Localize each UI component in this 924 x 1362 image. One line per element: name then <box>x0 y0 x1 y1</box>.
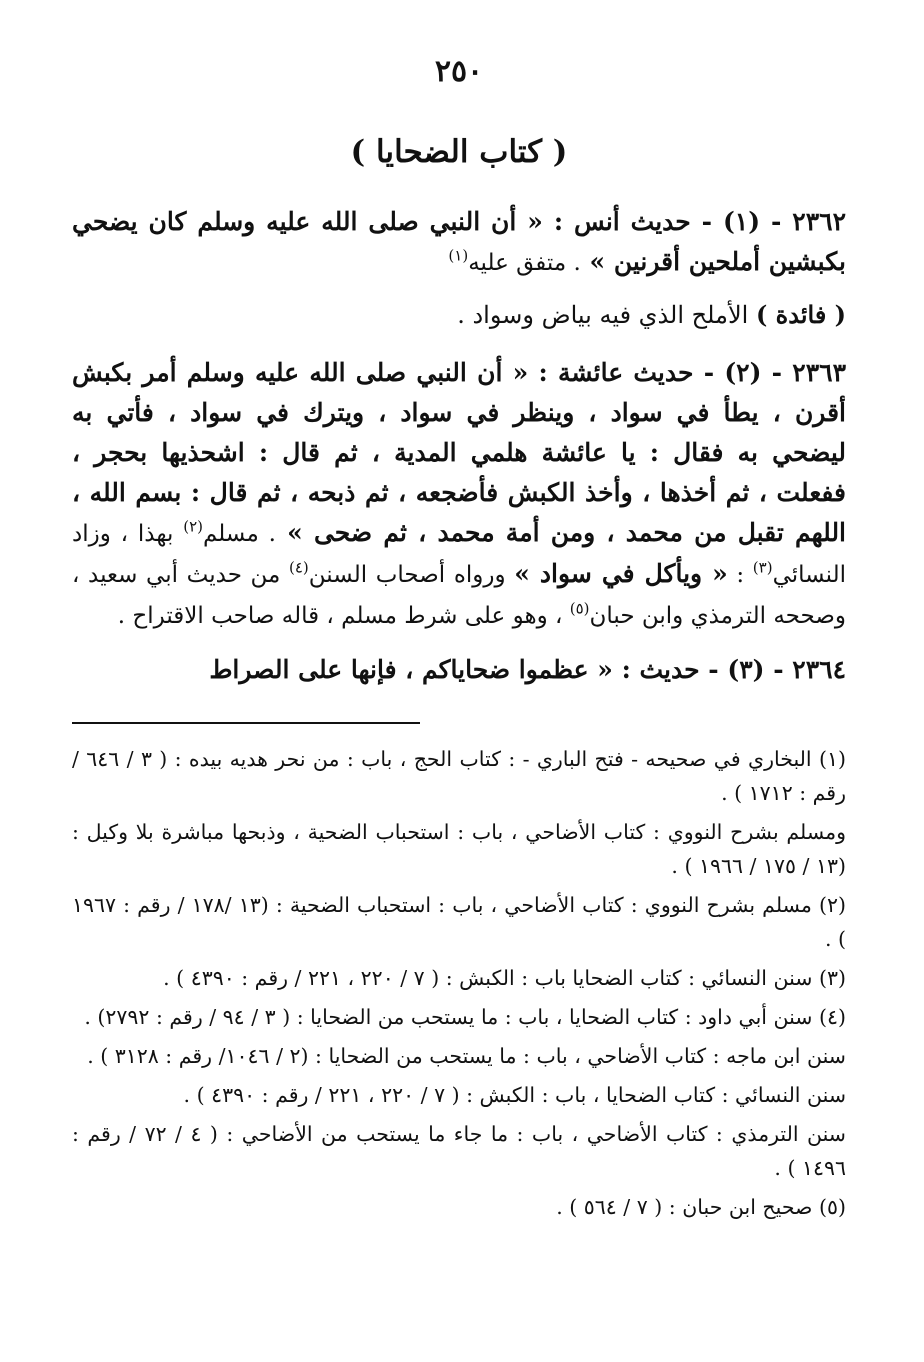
benefit-note <box>72 295 846 335</box>
footnote-4: (٤) سنن أبي داود : كتاب الضحايا ، باب : ما يستحب من الضحايا : ( ٣ / ٩٤ / رقم : ٢٧٩٢) . <box>84 1005 846 1029</box>
hadith-2364 <box>72 650 846 690</box>
footnote-2: (٢) مسلم بشرح النووي : كتاب الأضاحي ، باب : استحباب الضحية : (١٣ /١٧٨ / رقم : ١٩٦٧ ) . <box>72 893 846 951</box>
hadith-number: ٢٣٦٣ - (٢) - <box>693 358 847 387</box>
footnotes <box>72 742 846 1224</box>
footnote-1-cont: ومسلم بشرح النووي : كتاب الأضاحي ، باب : استحباب الضحية ، وذبحها مباشرة بلا وكيل : (١٣ / ١٧٥ / ١٩٦٦ ) . <box>72 820 846 878</box>
footnote-ref-2[interactable]: (٢) <box>183 517 203 536</box>
footnote-4-cont-nasai: سنن النسائي : كتاب الضحايا ، باب : الكبش : ( ٧ / ٢٢٠ ، ٢٢١ / رقم : ٤٣٩٠ ) . <box>183 1083 846 1107</box>
hadith-source: . متفق عليه <box>468 250 581 276</box>
footnote-4-cont-tirmidhi: سنن الترمذي : كتاب الأضاحي ، باب : ما جاء ما يستحب من الأضاحي : ( ٤ / ٧٢ / رقم : ١٤٩٦ ) . <box>72 1122 846 1180</box>
footnote-ref-4[interactable]: (٤) <box>289 558 309 577</box>
hadith-quote: « ويأكل في سواد » <box>514 559 728 588</box>
hadith-text: حديث عائشة : « أن النبي صلى الله عليه وسلم أمر بكبش أقرن ، يطأ في سواد ، وينظر في سواد ، ويترك في سواد ، فأتي به ليضحي به فقال : يا عائشة هلمي المدية ، ثم قال : اشحذيها بحجر ، ففعلت ، ثم أخذها ، وأخذ الكبش فأضجعه ، ثم ذبحه ، ثم قال : بسم الله ، اللهم تقبل من محمد ، ومن أمة محمد ، ثم ضحى » <box>72 358 847 547</box>
footnote-ref-1[interactable]: (١) <box>448 246 469 265</box>
hadith-source: : <box>727 562 753 588</box>
hadith-2362 <box>72 202 846 283</box>
hadith-source: ، وهو على شرط مسلم ، قاله صاحب الاقتراح . <box>117 603 570 629</box>
page-number: ٢٥٠ <box>434 54 484 89</box>
benefit-label: ( فائدة ) <box>755 300 846 329</box>
hadith-source: . مسلم <box>203 521 276 547</box>
footnote-ref-3[interactable]: (٣) <box>752 558 773 577</box>
footnote-ref-5[interactable]: (٥) <box>569 599 590 618</box>
benefit-text: الأملح الذي فيه بياض وسواد . <box>457 301 756 329</box>
chapter-title: ( كتاب الضحايا ) <box>350 134 568 170</box>
footnote-divider <box>72 722 420 724</box>
footnote-1: (١) البخاري في صحيحه - فتح الباري - : كتاب الحج ، باب : من نحر هديه بيده : ( ٣ / ٦٤٦ / رقم : ١٧١٢ ) . <box>72 747 846 805</box>
hadith-source: ورواه أصحاب السنن <box>308 562 515 588</box>
footnote-5: (٥) صحيح ابن حبان : ( ٧ / ٥٦٤ ) . <box>556 1195 846 1219</box>
hadith-text: حديث أنس : « أن النبي صلى الله عليه وسلم كان يضحي بكبشين أملحين أقرنين » <box>72 207 846 276</box>
footnote-3: (٣) سنن النسائي : كتاب الضحايا باب : الكبش : ( ٧ / ٢٢٠ ، ٢٢١ / رقم : ٤٣٩٠ ) . <box>163 966 846 990</box>
hadith-2363 <box>72 353 846 636</box>
footnote-4-cont-ibn-majah: سنن ابن ماجه : كتاب الأضاحي ، باب : ما يستحب من الضحايا : (٢ / ١٠٤٦/ رقم : ٣١٢٨ ) . <box>87 1044 846 1068</box>
hadith-number: ٢٣٦٤ - (٣) - <box>699 655 846 684</box>
hadith-source: من حديث أبي سعيد ، وصححه الترمذي وابن حبان <box>72 562 846 629</box>
hadith-text: حديث : « عظموا ضحاياكم ، فإنها على الصراط <box>209 655 700 684</box>
hadith-number: ٢٣٦٢ - (١) - <box>690 207 846 236</box>
hadith-source: بهذا ، وزاد النسائي <box>72 521 846 588</box>
